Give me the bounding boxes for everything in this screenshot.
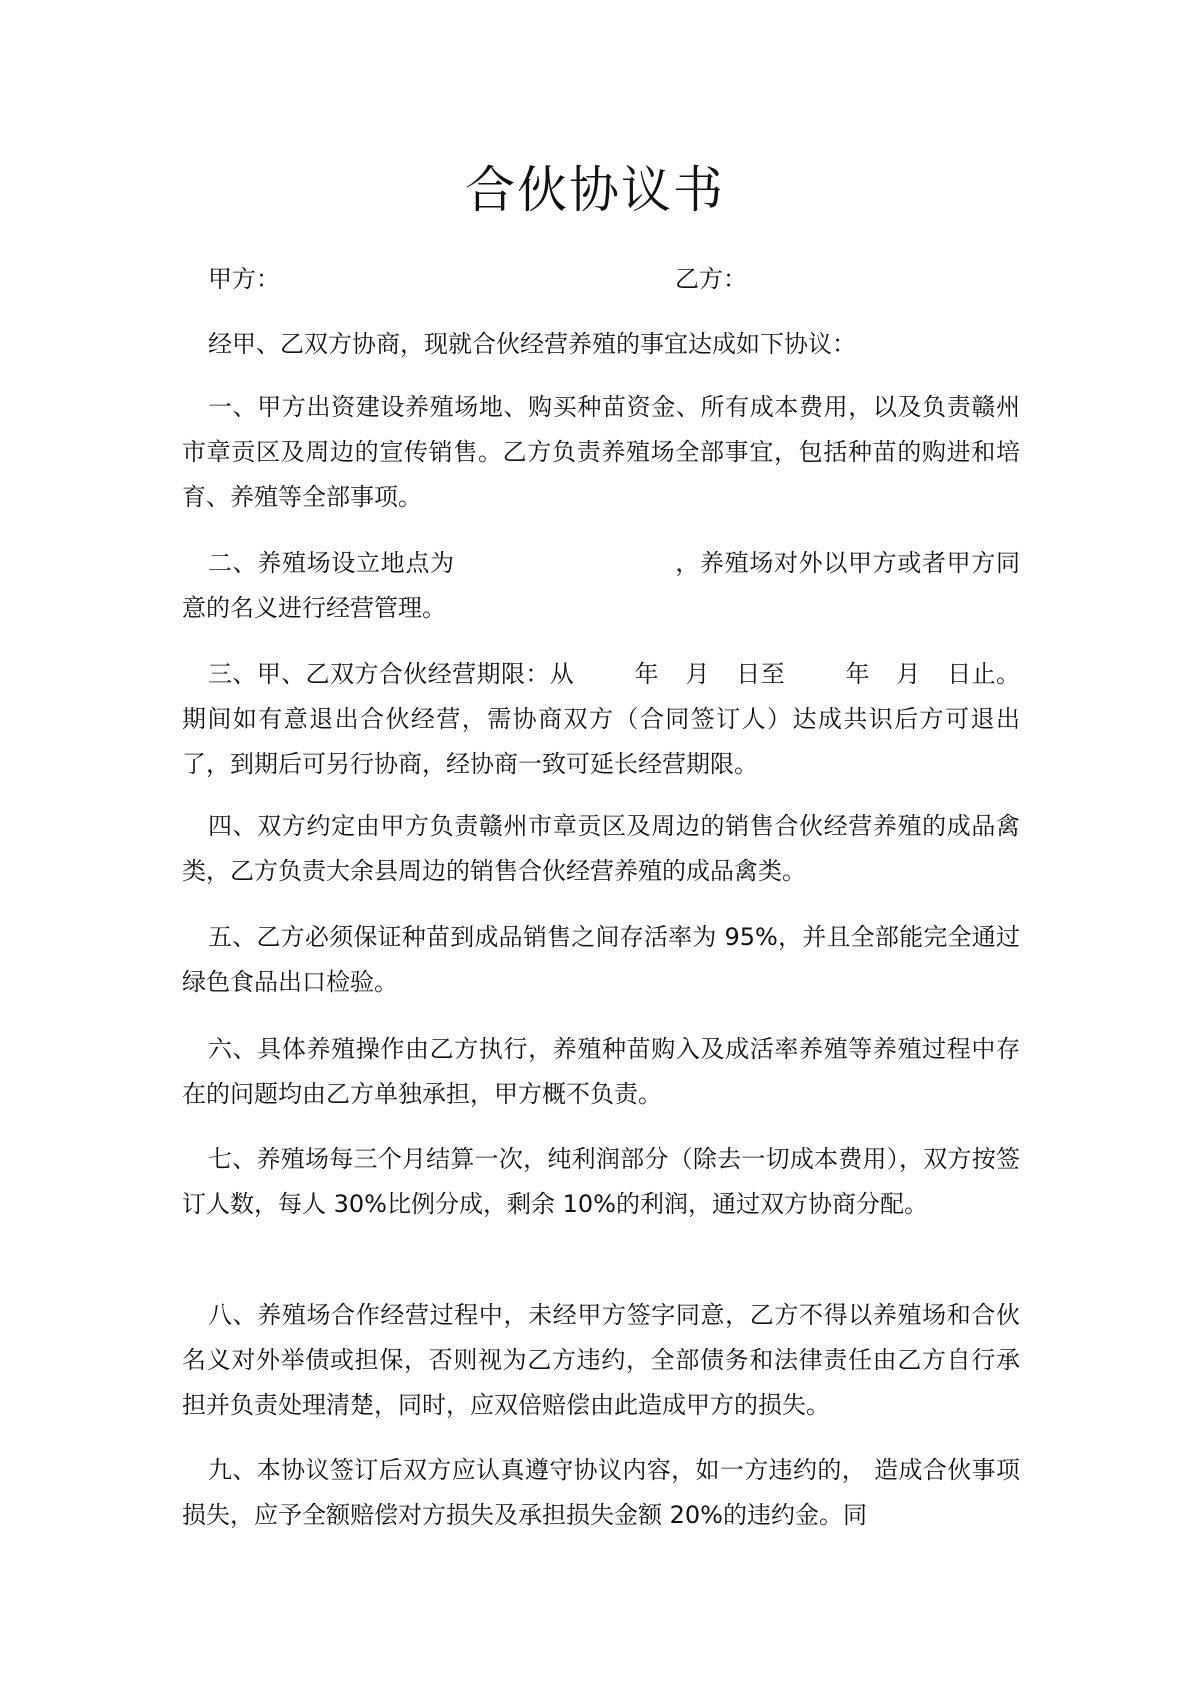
clause-3-rest: 期间如有意退出合伙经营，需协商双方（合同签订人）达成共识后方可退出了，到期后可另行协商，经协商一致可延长经营期限。 — [182, 705, 1020, 778]
party-b-label: 乙方： — [675, 265, 747, 293]
party-a-label: 甲方： — [208, 265, 280, 293]
clause-3 — [182, 652, 1020, 787]
clause-6: 六、具体养殖操作由乙方执行，养殖种苗购入及成活率养殖等养殖过程中存在的问题均由乙方单独承担，甲方概不负责。 — [182, 1035, 1020, 1108]
clause-2-lead: 二、养殖场设立地点为 — [208, 549, 455, 577]
intro-paragraph: 经甲、乙双方协商，现就合伙经营养殖的事宜达成如下协议： — [208, 330, 856, 358]
clause-2-tail: ，养殖场对外以甲方或者甲方同意的名义进行经营管理。 — [182, 549, 1021, 622]
clause-5: 五、乙方必须保证种苗到成品销售之间存活率为 95%，并且全部能完全通过绿色食品出口检验。 — [182, 923, 1020, 996]
start-month-label: 月 — [685, 660, 710, 688]
clause-7: 七、养殖场每三个月结算一次，纯利润部分（除去一切成本费用），双方按签订人数，每人 30%比例分成，剩余 10%的利润，通过双方协商分配。 — [182, 1145, 1020, 1218]
end-day-label: 日止。 — [946, 660, 1021, 688]
clause-1: 一、甲方出资建设养殖场地、购买种苗资金、所有成本费用，以及负责赣州市章贡区及周边的宣传销售。乙方负责养殖场全部事宜，包括种苗的购进和培育、养殖等全部事项。 — [182, 393, 1020, 511]
end-year-label: 年 — [845, 660, 870, 688]
end-month-label: 月 — [895, 660, 921, 688]
start-year-label: 年 — [634, 660, 660, 688]
clause-8: 八、养殖场合作经营过程中，未经甲方签字同意，乙方不得以养殖场和合伙名义对外举债或担保，否则视为乙方违约，全部债务和法律责任由乙方自行承担并负责处理清楚，同时，应双倍赔偿由此造成甲方的损失。 — [182, 1301, 1020, 1419]
clause-4: 四、双方约定由甲方负责赣州市章贡区及周边的销售合伙经营养殖的成品禽类，乙方负责大余县周边的销售合伙经营养殖的成品禽类。 — [182, 812, 1020, 885]
clause-2 — [182, 541, 1020, 631]
document-title: 合伙协议书 — [465, 161, 725, 219]
start-day-label: 日至 — [735, 660, 786, 688]
clause-9: 九、本协议签订后双方应认真遵守协议内容，如一方违约的， 造成合伙事项损失，应予全额赔偿对方损失及承担损失金额 20%的违约金。同 — [182, 1456, 1020, 1529]
clause-3-lead: 三、甲、乙双方合伙经营期限：从 — [208, 660, 575, 688]
